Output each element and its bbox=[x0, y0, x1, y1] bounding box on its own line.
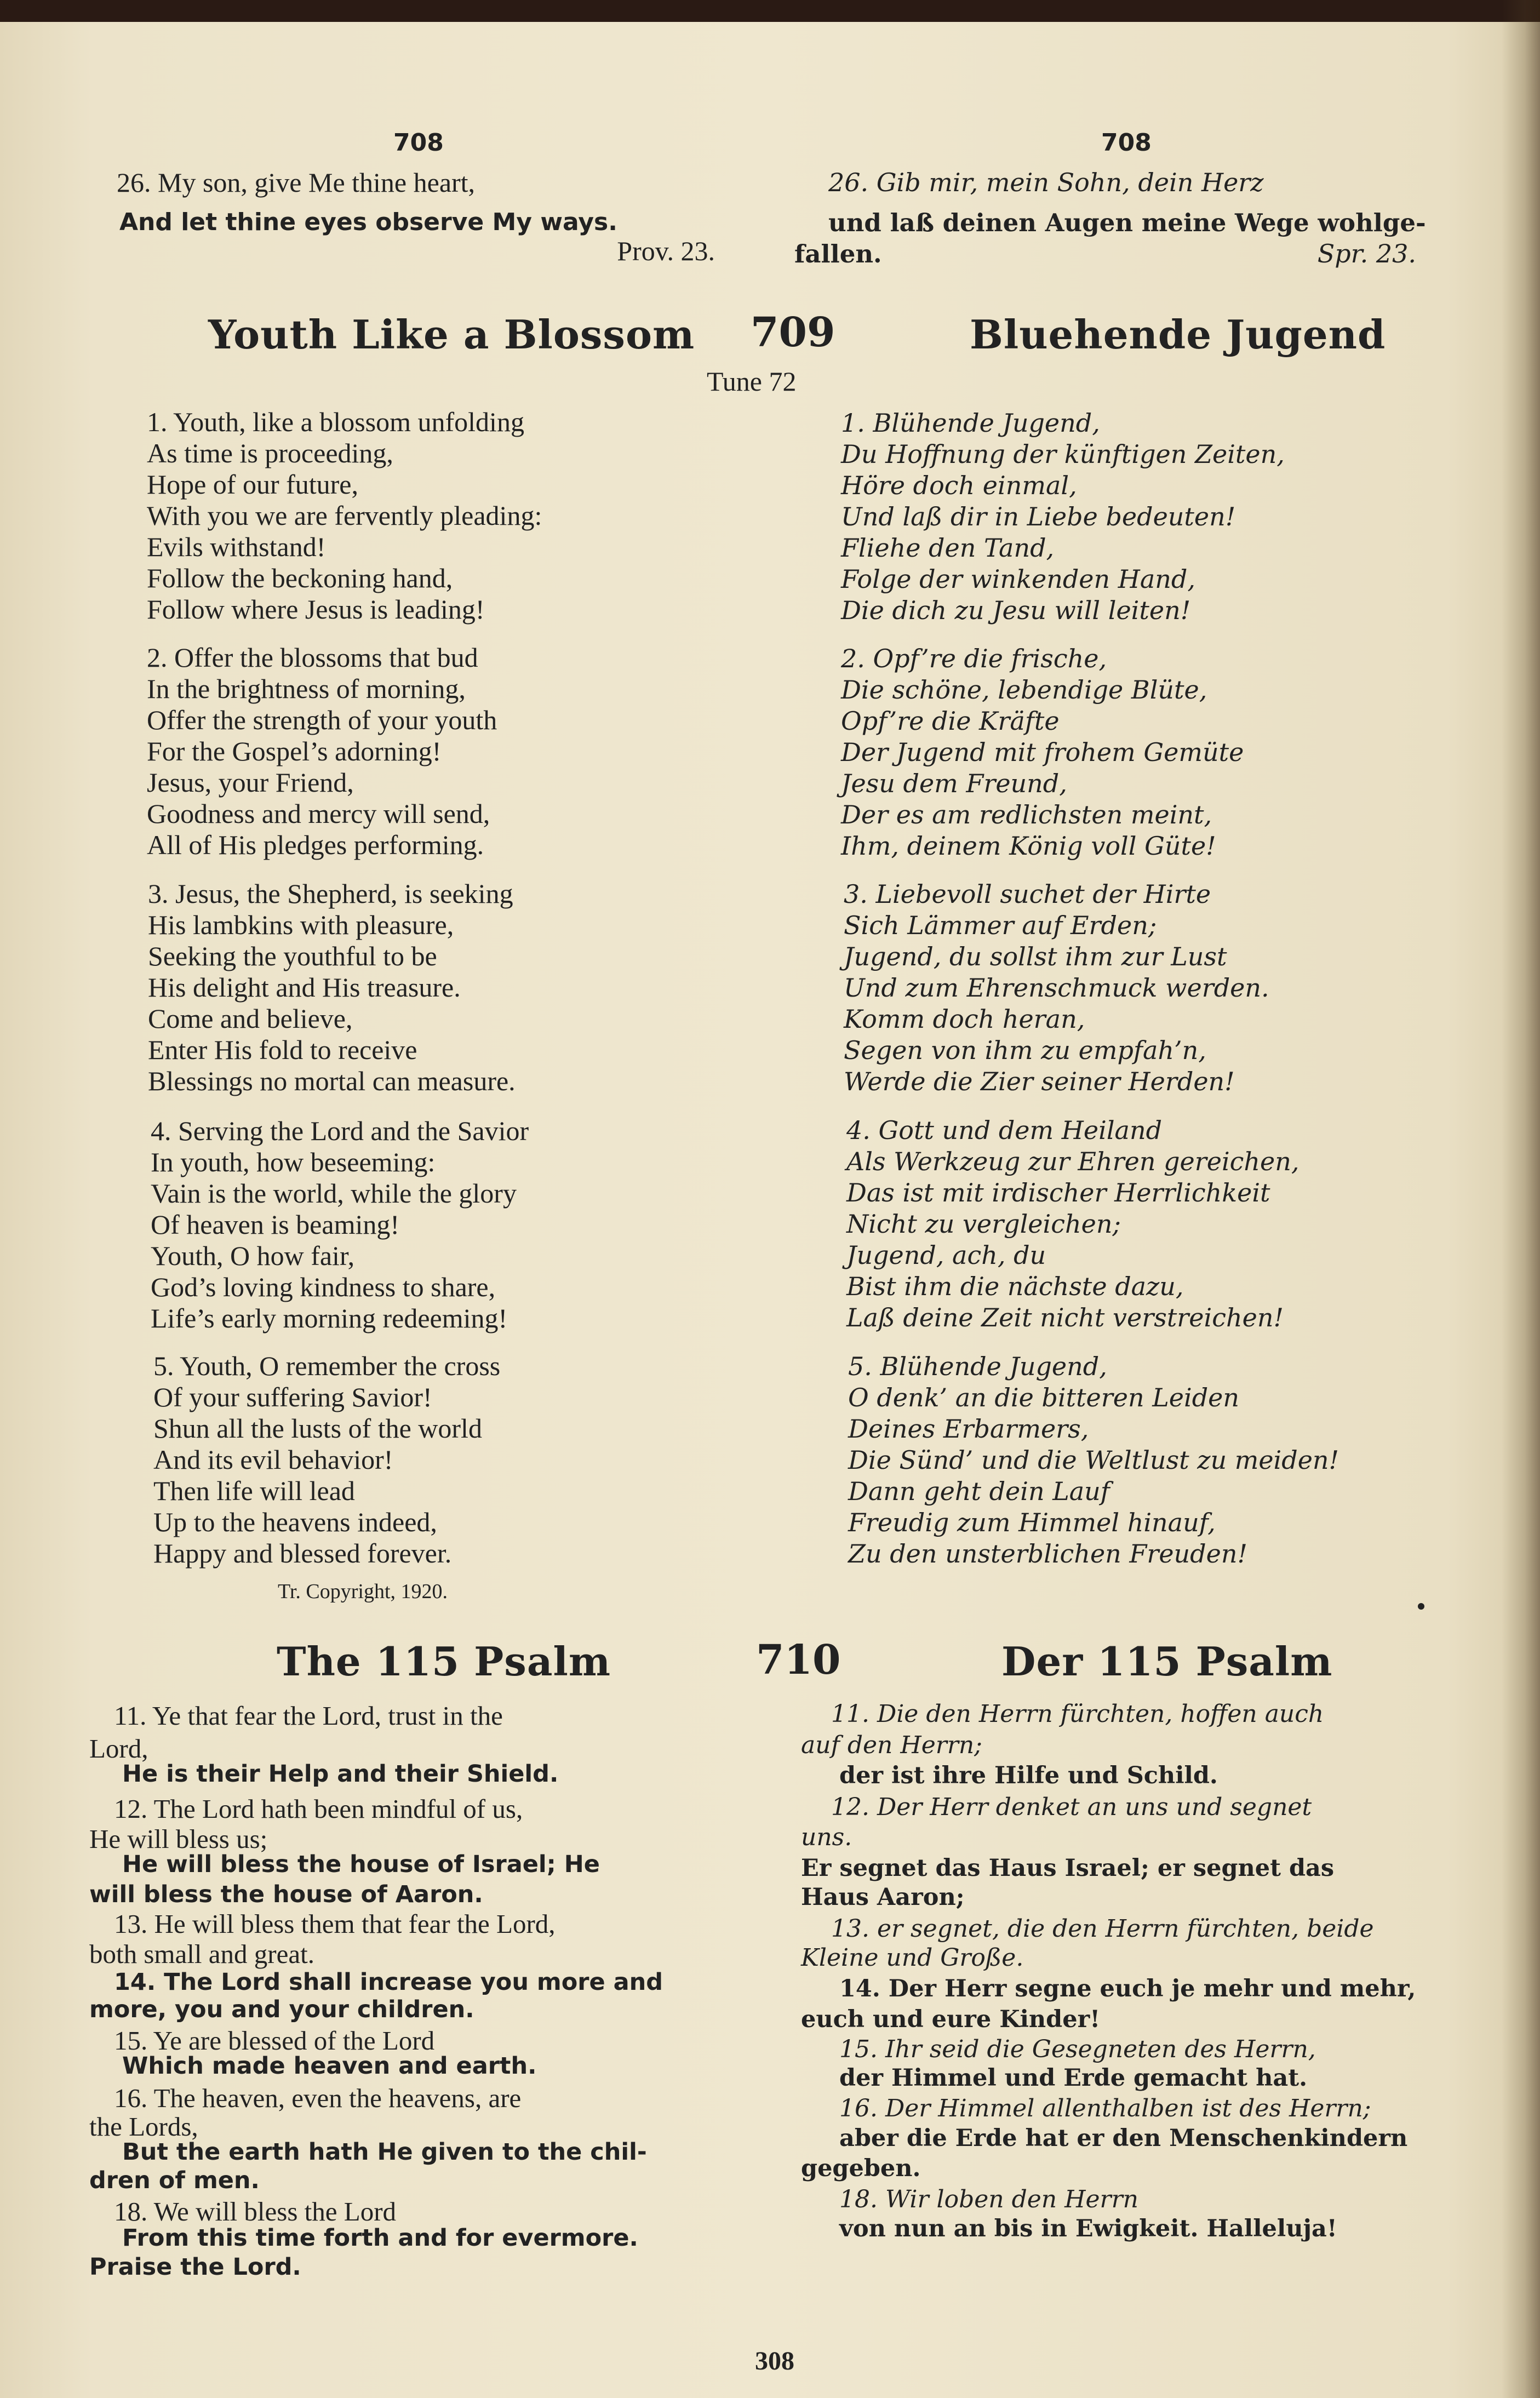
stanza-line: And its evil behavior! bbox=[153, 1444, 393, 1475]
stanza-line: Segen von ihm zu empfah’n, bbox=[844, 1035, 1206, 1065]
stanza-line: Follow where Jesus is leading! bbox=[147, 594, 485, 625]
stanza-line: Goodness and mercy will send, bbox=[147, 798, 490, 829]
stanza-line: As time is proceeding, bbox=[147, 438, 393, 468]
reading-number-en: 708 bbox=[393, 129, 444, 157]
psalm-verse-line: 18. We will bless the Lord bbox=[114, 2196, 397, 2227]
stanza-line: Und zum Ehrenschmuck werden. bbox=[844, 973, 1269, 1003]
stanza-line: Shun all the lusts of the world bbox=[153, 1413, 482, 1444]
stanza-line: Jugend, ach, du bbox=[846, 1240, 1046, 1270]
psalm-verse-line: aber die Erde hat er den Menschenkindern bbox=[839, 2125, 1408, 2152]
psalm-verse-line: 18. Wir loben den Herrn bbox=[839, 2185, 1138, 2213]
stanza-line: Seeking the youthful to be bbox=[148, 941, 437, 971]
psalm-verse-line: From this time forth and for evermore. bbox=[122, 2224, 638, 2252]
stanza-line: Then life will lead bbox=[153, 1475, 355, 1506]
stanza-line: Die dich zu Jesu will leiten! bbox=[841, 596, 1191, 625]
psalm-verse-line: gegeben. bbox=[801, 2155, 921, 2182]
psalm-verse-line: Haus Aaron; bbox=[801, 1884, 965, 1911]
reading-de-ref: Spr. 23. bbox=[1317, 239, 1416, 268]
stanza-line: Das ist mit irdischer Herrlichkeit bbox=[846, 1178, 1270, 1207]
stanza-line: Offer the strength of your youth bbox=[147, 705, 497, 735]
psalm-verse-line: 16. Der Himmel allenthalben ist des Herrn; bbox=[839, 2094, 1371, 2122]
hymn-title-en: Youth Like a Blossom bbox=[208, 311, 695, 358]
reading-number-de: 708 bbox=[1101, 129, 1152, 157]
stanza-line: 5. Youth, O remember the cross bbox=[153, 1350, 501, 1381]
copyright-note: Tr. Copyright, 1920. bbox=[278, 1580, 448, 1603]
stanza-line: Und laß dir in Liebe bedeuten! bbox=[841, 502, 1236, 531]
stanza-line: 4. Serving the Lord and the Savior bbox=[151, 1115, 529, 1146]
stanza-line: Follow the beckoning hand, bbox=[147, 563, 453, 593]
page-top-edge bbox=[0, 0, 1540, 22]
psalm-verse-line: Which made heaven and earth. bbox=[122, 2052, 537, 2080]
stanza-de-3 bbox=[844, 879, 1269, 1097]
psalm-verse-line: will bless the house of Aaron. bbox=[89, 1881, 483, 1908]
stanza-line: 1. Youth, like a blossom unfolding bbox=[147, 407, 524, 437]
stanza-en-5 bbox=[153, 1350, 500, 1569]
stanza-line: 3. Jesus, the Shepherd, is seeking bbox=[148, 878, 513, 909]
psalm-verse-line: Praise the Lord. bbox=[89, 2253, 301, 2281]
psalm-verse-line: 16. The heaven, even the heavens, are bbox=[114, 2083, 522, 2113]
psalm-verse-line: der Himmel und Erde gemacht hat. bbox=[839, 2064, 1308, 2092]
book-gutter-shadow bbox=[1502, 0, 1540, 2398]
stanza-line: Höre doch einmal, bbox=[841, 471, 1077, 500]
psalm-verse-line: 13. er segnet, die den Herrn fürchten, beide bbox=[831, 1915, 1374, 1943]
reading-en-ref: Prov. 23. bbox=[617, 236, 715, 266]
stanza-de-5 bbox=[848, 1351, 1339, 1570]
stanza-en-3 bbox=[148, 878, 516, 1097]
stanza-line: Zu den unsterblichen Freuden! bbox=[848, 1539, 1247, 1569]
stanza-line: Nicht zu vergleichen; bbox=[846, 1209, 1121, 1239]
psalm-verse-line: But the earth hath He given to the chil- bbox=[122, 2138, 647, 2166]
psalm-verse-line: dren of men. bbox=[89, 2167, 260, 2194]
stanza-line: Opf’re die Kräfte bbox=[841, 706, 1060, 736]
stanza-line: Of your suffering Savior! bbox=[153, 1382, 432, 1412]
stanza-line: 4. Gott und dem Heiland bbox=[846, 1115, 1163, 1145]
psalm-verse-line: 13. He will bless them that fear the Lord, bbox=[114, 1909, 556, 1939]
psalm-verse-line: 14. The Lord shall increase you more and bbox=[114, 1968, 663, 1996]
stanza-line: Jugend, du sollst ihm zur Lust bbox=[844, 942, 1227, 971]
psalm-verse-line: more, you and your children. bbox=[89, 1996, 474, 2023]
stanza-line: Up to the heavens indeed, bbox=[153, 1507, 437, 1537]
psalm-verse-line: auf den Herrn; bbox=[801, 1731, 983, 1759]
psalm-verse-line: He will bless us; bbox=[89, 1824, 268, 1854]
stanza-line: Du Hoffnung der künftigen Zeiten, bbox=[841, 439, 1285, 469]
stanza-line: His delight and His treasure. bbox=[148, 972, 461, 1003]
reading-en-line1: 26. My son, give Me thine heart, bbox=[117, 167, 476, 198]
hymn-title-de: Bluehende Jugend bbox=[970, 311, 1386, 358]
stanza-line: For the Gospel’s adorning! bbox=[147, 736, 442, 766]
stanza-line: Happy and blessed forever. bbox=[153, 1538, 452, 1569]
stanza-line: Die schöne, lebendige Blüte, bbox=[841, 675, 1207, 705]
stanza-line: Freudig zum Himmel hinauf, bbox=[848, 1508, 1216, 1537]
psalm-verse-line: He is their Help and their Shield. bbox=[122, 1760, 559, 1788]
stanza-line: 2. Opf’re die frische, bbox=[841, 644, 1107, 673]
hymn-tune: Tune 72 bbox=[707, 366, 797, 397]
hymn-number: 709 bbox=[751, 309, 835, 356]
stanza-line: Dann geht dein Lauf bbox=[848, 1476, 1110, 1506]
stanza-line: Jesus, your Friend, bbox=[147, 767, 354, 798]
stanza-line: Werde die Zier seiner Herden! bbox=[844, 1067, 1235, 1096]
psalm-verse-line: 11. Ye that fear the Lord, trust in the bbox=[114, 1701, 503, 1731]
psalm-verse-line: Er segnet das Haus Israel; er segnet das bbox=[801, 1855, 1335, 1882]
stanza-en-2 bbox=[147, 642, 497, 861]
stanza-line: Jesu dem Freund, bbox=[841, 769, 1067, 798]
psalm-verse-line: uns. bbox=[801, 1823, 852, 1851]
psalm-verse-line: 14. Der Herr segne euch je mehr und mehr, bbox=[839, 1975, 1416, 2002]
stanza-line: With you we are fervently pleading: bbox=[147, 500, 542, 531]
psalm-verse-line: Lord, bbox=[89, 1733, 148, 1764]
stanza-de-2 bbox=[841, 643, 1244, 862]
psalm-verse-line: 15. Ye are blessed of the Lord bbox=[114, 2025, 435, 2056]
psalm-verse-line: 11. Die den Herrn fürchten, hoffen auch bbox=[831, 1700, 1324, 1728]
reading-de-line3: fallen. bbox=[794, 239, 882, 268]
page-number: 308 bbox=[755, 2347, 794, 2376]
stanza-line: Of heaven is beaming! bbox=[151, 1209, 400, 1240]
stanza-line: Folge der winkenden Hand, bbox=[841, 564, 1195, 594]
reading-de-line2: und laß deinen Augen meine Wege wohlge- bbox=[828, 208, 1426, 237]
psalm-verse-line: der ist ihre Hilfe und Schild. bbox=[839, 1762, 1218, 1789]
stanza-line: Bist ihm die nächste dazu, bbox=[846, 1272, 1184, 1301]
stanza-line: Hope of our future, bbox=[147, 469, 358, 500]
psalm-verse-line: both small and great. bbox=[89, 1939, 314, 1969]
stanza-de-4 bbox=[846, 1115, 1299, 1334]
stanza-line: His lambkins with pleasure, bbox=[148, 909, 454, 940]
stanza-line: Fliehe den Tand, bbox=[841, 533, 1055, 563]
stanza-line: God’s loving kindness to share, bbox=[151, 1272, 496, 1302]
stanza-line: Der es am redlichsten meint, bbox=[841, 800, 1212, 829]
stanza-line: Life’s early morning redeeming! bbox=[151, 1303, 508, 1334]
stanza-line: All of His pledges performing. bbox=[147, 829, 484, 860]
stanza-line: 5. Blühende Jugend, bbox=[848, 1352, 1107, 1381]
psalm-verse-line: 15. Ihr seid die Gesegneten des Herrn, bbox=[839, 2035, 1316, 2063]
stanza-line: Ihm, deinem König voll Güte! bbox=[841, 831, 1216, 861]
stanza-line: Youth, O how fair, bbox=[151, 1240, 355, 1271]
psalm-verse-line: euch und eure Kinder! bbox=[801, 2006, 1101, 2033]
reading-en-line2: And let thine eyes observe My ways. bbox=[119, 208, 617, 236]
stanza-line: Enter His fold to receive bbox=[148, 1034, 417, 1065]
stanza-line: Deines Erbarmers, bbox=[848, 1414, 1089, 1444]
psalm-title-de: Der 115 Psalm bbox=[1001, 1638, 1333, 1685]
stanza-de-1 bbox=[841, 408, 1285, 626]
psalm-title-en: The 115 Psalm bbox=[277, 1638, 611, 1685]
ink-speck bbox=[1418, 1603, 1424, 1610]
stanza-line: 1. Blühende Jugend, bbox=[841, 408, 1100, 438]
psalm-verse-line: the Lords, bbox=[89, 2111, 198, 2142]
psalm-verse-line: von nun an bis in Ewigkeit. Halleluja! bbox=[839, 2215, 1337, 2242]
stanza-line: Laß deine Zeit nicht verstreichen! bbox=[846, 1303, 1284, 1332]
psalm-verse-line: He will bless the house of Israel; He bbox=[122, 1851, 600, 1878]
stanza-line: Der Jugend mit frohem Gemüte bbox=[841, 737, 1244, 767]
stanza-line: Sich Lämmer auf Erden; bbox=[844, 911, 1157, 940]
stanza-line: Komm doch heran, bbox=[844, 1004, 1085, 1034]
psalm-number: 710 bbox=[756, 1636, 841, 1684]
stanza-line: 3. Liebevoll suchet der Hirte bbox=[844, 879, 1211, 909]
stanza-line: Come and believe, bbox=[148, 1003, 353, 1034]
stanza-line: Als Werkzeug zur Ehren gereichen, bbox=[846, 1147, 1299, 1176]
psalm-verse-line: Kleine und Große. bbox=[801, 1944, 1024, 1972]
psalm-verse-line: 12. Der Herr denket an uns und segnet bbox=[831, 1793, 1312, 1821]
stanza-line: Blessings no mortal can measure. bbox=[148, 1066, 516, 1096]
stanza-en-4 bbox=[151, 1115, 529, 1334]
stanza-line: 2. Offer the blossoms that bud bbox=[147, 642, 478, 673]
stanza-line: Evils withstand! bbox=[147, 531, 326, 562]
reading-de-line1: 26. Gib mir, mein Sohn, dein Herz bbox=[828, 168, 1264, 197]
stanza-line: Die Sünd’ und die Weltlust zu meiden! bbox=[848, 1445, 1339, 1475]
stanza-line: In the brightness of morning, bbox=[147, 673, 466, 704]
psalm-verse-line: 12. The Lord hath been mindful of us, bbox=[114, 1794, 523, 1824]
stanza-line: Vain is the world, while the glory bbox=[151, 1178, 517, 1209]
stanza-line: O denk’ an die bitteren Leiden bbox=[848, 1383, 1240, 1412]
stanza-line: In youth, how beseeming: bbox=[151, 1147, 436, 1177]
stanza-en-1 bbox=[147, 407, 542, 625]
